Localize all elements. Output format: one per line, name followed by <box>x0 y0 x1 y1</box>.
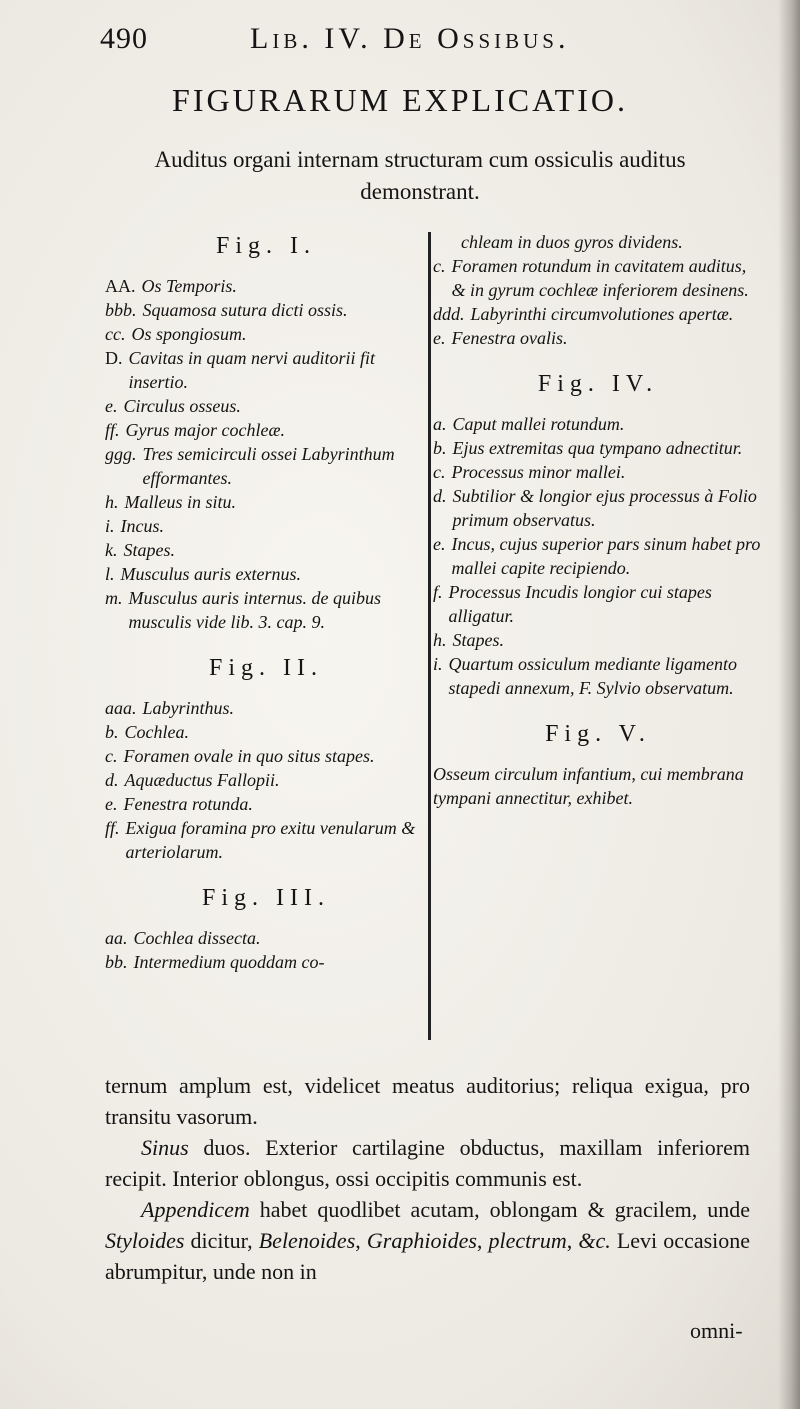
legend-text: Foramen rotundum in cavitatem auditus, & in gyrum cochleæ inferiorem desinens. <box>451 256 749 300</box>
subtitle: Auditus organi internam structuram cum ossiculis auditus demonstrant. <box>154 147 686 204</box>
legend-text: Exigua foramina pro exitu venularum & arteriolarum. <box>125 818 416 862</box>
legend-key: e. <box>433 534 446 554</box>
legend-text: Stapes. <box>452 630 504 650</box>
legend-key: f. <box>433 582 443 602</box>
legend-key: ddd. <box>433 304 465 324</box>
italic-term: Styloides <box>105 1228 185 1253</box>
legend-text: Quartum ossiculum mediante ligamento stapedi annexum, F. Sylvio observatum. <box>448 654 737 698</box>
legend-entry <box>433 532 763 580</box>
paragraph <box>105 1132 750 1194</box>
legend-key: cc. <box>105 324 126 344</box>
fig5-heading: Fig. V. <box>545 721 651 747</box>
legend-text: Osseum circulum infantium, cui membrana tympani annectitur, exhibet. <box>433 764 744 808</box>
italic-term: Sinus <box>141 1135 189 1160</box>
legend-text: Musculus auris externus. <box>120 564 301 584</box>
legend-text: Stapes. <box>123 540 175 560</box>
paragraph-text: dicitur, <box>184 1228 259 1253</box>
legend-entry <box>105 418 427 442</box>
legend-key: h. <box>105 492 119 512</box>
legend-text: Caput mallei rotundum. <box>452 414 625 434</box>
legend-key: b. <box>105 722 119 742</box>
legend-entry <box>105 586 427 634</box>
fig2-heading: Fig. II. <box>209 655 323 681</box>
legend-text: Processus Incudis longior cui stapes alligatur. <box>448 582 712 626</box>
fig4-heading: Fig. IV. <box>537 371 659 397</box>
legend-entry <box>105 744 427 768</box>
legend-text: Malleus in situ. <box>124 492 236 512</box>
paragraph-text: , <box>566 1228 579 1253</box>
legend-key: d. <box>105 770 119 790</box>
legend-key: c. <box>433 462 446 482</box>
legend-entry <box>105 816 427 864</box>
legend-key: e. <box>433 328 446 348</box>
left-column <box>105 230 427 974</box>
running-title: Lib. IV. De Ossibus. <box>250 22 570 55</box>
legend-entry <box>105 926 427 950</box>
legend-text: Squamosa sutura dicti ossis. <box>142 300 348 320</box>
legend-entry <box>433 460 763 484</box>
legend-entry <box>433 436 763 460</box>
legend-key: e. <box>105 794 118 814</box>
italic-term: &c. <box>578 1228 611 1253</box>
legend-text: Os Temporis. <box>141 276 237 296</box>
legend-entry <box>105 442 427 490</box>
legend-entry <box>105 346 427 394</box>
legend-entry <box>433 762 763 810</box>
paragraph-text: , <box>355 1228 367 1253</box>
legend-key: b. <box>433 438 447 458</box>
legend-entry <box>433 628 763 652</box>
fig1-heading: Fig. I. <box>215 233 316 259</box>
legend-key: bbb. <box>105 300 137 320</box>
legend-text: Ejus extremitas qua tympano adnectitur. <box>452 438 743 458</box>
legend-key: i. <box>433 654 443 674</box>
section-title: FIGURARUM EXPLICATIO. <box>172 82 628 118</box>
page-header <box>100 22 740 66</box>
italic-term: Belenoides <box>258 1228 356 1253</box>
legend-text: Fenestra ovalis. <box>451 328 568 348</box>
italic-term: Appendicem <box>141 1197 250 1222</box>
paragraph-text: , <box>476 1228 489 1253</box>
legend-key: D. <box>105 348 123 368</box>
legend-entry <box>105 538 427 562</box>
legend-text: Gyrus major cochleæ. <box>125 420 285 440</box>
italic-term: plectrum <box>488 1228 567 1253</box>
paragraph-text: duos. Exterior cartilagine obductus, maxillam inferiorem recipit. Interior oblongus, ossi occipitis communis est. <box>105 1135 750 1191</box>
fig3-heading: Fig. III. <box>202 885 330 911</box>
body-text <box>105 1070 750 1287</box>
legend-text: Cavitas in quam nervi auditorii fit insertio. <box>128 348 375 392</box>
legend-entry <box>105 298 427 322</box>
legend-key: m. <box>105 588 123 608</box>
legend-key: i. <box>105 516 115 536</box>
legend-entry <box>105 274 427 298</box>
legend-key: a. <box>433 414 447 434</box>
legend-entry <box>105 394 427 418</box>
right-column <box>433 230 763 810</box>
legend-entry <box>105 322 427 346</box>
legend-entry <box>105 490 427 514</box>
legend-entry <box>105 562 427 586</box>
legend-text: Foramen ovale in quo situs stapes. <box>123 746 375 766</box>
legend-entry <box>105 950 427 974</box>
legend-entry <box>433 302 763 326</box>
catchword: omni- <box>690 1318 743 1343</box>
legend-text: Incus, cujus superior pars sinum habet pro mallei capite recipiendo. <box>451 534 761 578</box>
legend-key: d. <box>433 486 447 506</box>
legend-entry <box>433 652 763 700</box>
legend-text: Labyrinthi circumvolutiones apertæ. <box>470 304 734 324</box>
legend-key: c. <box>105 746 118 766</box>
legend-text: Processus minor mallei. <box>451 462 626 482</box>
legend-text: Aquæductus Fallopii. <box>124 770 280 790</box>
legend-text: Labyrinthus. <box>142 698 235 718</box>
paragraph-text: habet quodlibet acutam, oblongam & gracilem, unde <box>249 1197 750 1222</box>
legend-entry <box>433 254 763 302</box>
legend-text: Cochlea. <box>124 722 189 742</box>
legend-key: l. <box>105 564 115 584</box>
legend-entry <box>105 696 427 720</box>
legend-key: e. <box>105 396 118 416</box>
legend-entry <box>105 514 427 538</box>
legend-entry <box>433 412 763 436</box>
fig3-continuation: chleam in duos gyros dividens. <box>461 232 683 252</box>
paragraph-text: Levi occasione abrumpitur, unde non in <box>105 1228 751 1284</box>
legend-key: h. <box>433 630 447 650</box>
legend-key: c. <box>433 256 446 276</box>
paragraph: ternum amplum est, videlicet meatus auditorius; reliqua exigua, pro transitu vasorum. <box>105 1073 750 1129</box>
legend-text: Incus. <box>120 516 165 536</box>
legend-key: aa. <box>105 928 128 948</box>
legend-entry <box>105 720 427 744</box>
paragraph <box>105 1194 750 1287</box>
page-edge-shadow <box>778 0 800 1409</box>
legend-text: Musculus auris internus. de quibus musculis vide lib. 3. cap. 9. <box>128 588 382 632</box>
column-divider <box>428 232 431 1040</box>
legend-entry <box>105 768 427 792</box>
legend-key: ff. <box>105 420 120 440</box>
legend-key: ff. <box>105 818 120 838</box>
legend-text: Intermedium quoddam co- <box>133 952 325 972</box>
legend-text: Fenestra rotunda. <box>123 794 253 814</box>
legend-key: bb. <box>105 952 128 972</box>
legend-text: Os spongiosum. <box>131 324 247 344</box>
legend-key: ggg. <box>105 444 137 464</box>
legend-entry <box>105 792 427 816</box>
legend-key: k. <box>105 540 118 560</box>
legend-key: aaa. <box>105 698 137 718</box>
legend-text: Cochlea dissecta. <box>133 928 261 948</box>
page-number: 490 <box>100 22 148 55</box>
legend-key: AA. <box>105 276 136 296</box>
legend-text: Circulus osseus. <box>123 396 241 416</box>
italic-term: Graphioides <box>366 1228 477 1253</box>
legend-text: Tres semicirculi ossei Labyrinthum efformantes. <box>142 444 395 488</box>
legend-entry <box>433 484 763 532</box>
legend-entry <box>433 580 763 628</box>
legend-entry <box>433 326 763 350</box>
legend-text: Subtilior & longior ejus processus à Folio primum observatus. <box>452 486 757 530</box>
